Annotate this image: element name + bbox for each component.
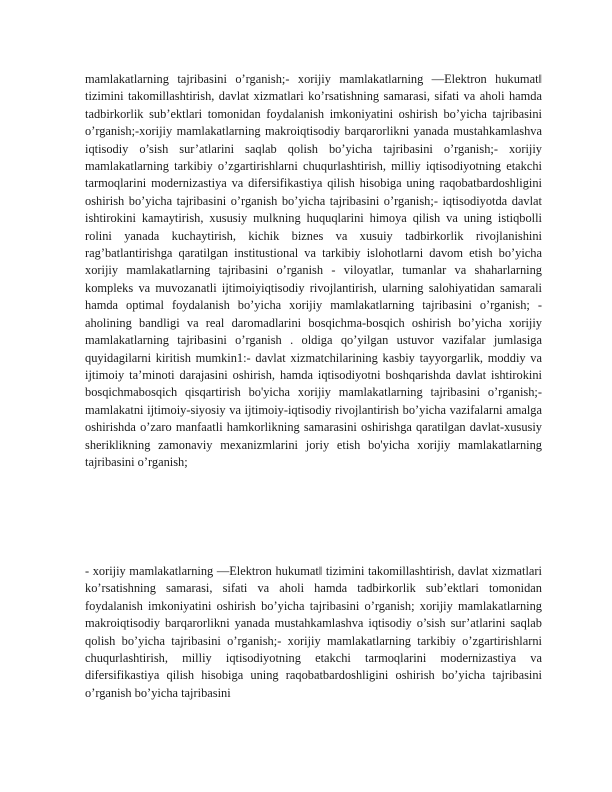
body-paragraph-2 bbox=[85, 563, 542, 702]
body-paragraph-1 bbox=[85, 71, 542, 471]
paragraph-text: - xorijiy mamlakatlarning ―Elektron hukumat‖ tizimini takomillashtirish, davlat xizmatlari ko’rsatishning samarasi, sifati va aholi hamda tadbirkorlik sub’ektlari tomonidan foydalanish imkoniyatini oshirish bo’yicha tajribasini o’rganish; xorijiy mamlakatlarning makroiqtisodiy barqarorlikni yanada mustahkamlashva iqtisodiy o’sish sur’atlarini saqlab qolish bo’yicha tajribasini o’rganish;- xorijiy mamlakatlarning tarkibiy o’zgartirishlarni chuqurlashtirish, milliy iqtisodiyotning etakchi tarmoqlarini modernizastiya va difersifikastiya qilish hisobiga uning raqobatbardoshligini oshirish bo’yicha tajribasini o’rganish bo’yicha tajribasini bbox=[85, 564, 542, 700]
paragraph-text: mamlakatlarning tajribasini o’rganish;- xorijiy mamlakatlarning ―Elektron hukumat‖ tizimini takomillashtirish, davlat xizmatlari ko’rsatishning samarasi, sifati va aholi hamda tadbirkorlik sub’ektlari tomonidan foydalanish imkoniyatini oshirish bo’yicha tajribasini o’rganish;-xorijiy mamlakatlarning makroiqtisodiy barqarorlikni yanada mustahkamlashva iqtisodiy o’sish sur’atlarini saqlab qolish bo’yicha tajribasini o’rganish;- xorijiy mamlakatlarning tarkibiy o’zgartirishlarni chuqurlashtirish, milliy iqtisodiyotning etakchi tarmoqlarini modernizastiya va difersifikastiya qilish hisobiga uning raqobatbardoshligini oshirish bo’yicha tajribasini o’rganish bo’yicha tajribasini o’rganish;- iqtisodiyotda davlat ishtirokini kamaytirish, xususiy mulkning huquqlarini himoya qilish va uning istiqbolli rolini yanada kuchaytirish, kichik biznes va xusuiy tadbirkorlik rivojlanishini rag’batlantirishga qaratilgan institustional va tarkibiy islohotlarni davom etish bo’yicha xorijiy mamlakatlarning tajribasini o’rganish - viloyatlar, tumanlar va shaharlarning kompleks va muvozanatli ijtimoiyiqtisodiy rivojlantirish, ularning salohiyatidan samarali hamda optimal foydalanish bo’yicha xorijiy mamlakatlarning tajribasini o’rganish; - aholining bandligi va real daromadlarini bosqichma-bosqich oshirish bo’yicha xorijiy mamlakatlarning tajribasini o’rganish . oldiga qo’yilgan ustuvor vazifalar jumlasiga quyidagilarni kiritish mumkin1:- davlat xizmatchilarining kasbiy tayyorgarlik, moddiy va ijtimoiy ta’minoti darajasini oshirish, hamda iqtisodiyotni boshqarishda davlat ishtirokini bosqichmabosqich qisqartirish bo'yicha xorijiy mamlakatlarning tajribasini o’rganish;- mamlakatni ijtimoiy-siyosiy va ijtimoiy-iqtisodiy rivojlantirish bo’yicha vazifalarni amalga oshirishda o’zaro manfaatli hamkorlikning samarasini oshirishga qaratilgan davlat-xususiy sheriklikning zamonaviy mexanizmlarini joriy etish bo'yicha xorijiy mamlakatlarning tajribasini o’rganish; bbox=[85, 72, 542, 469]
